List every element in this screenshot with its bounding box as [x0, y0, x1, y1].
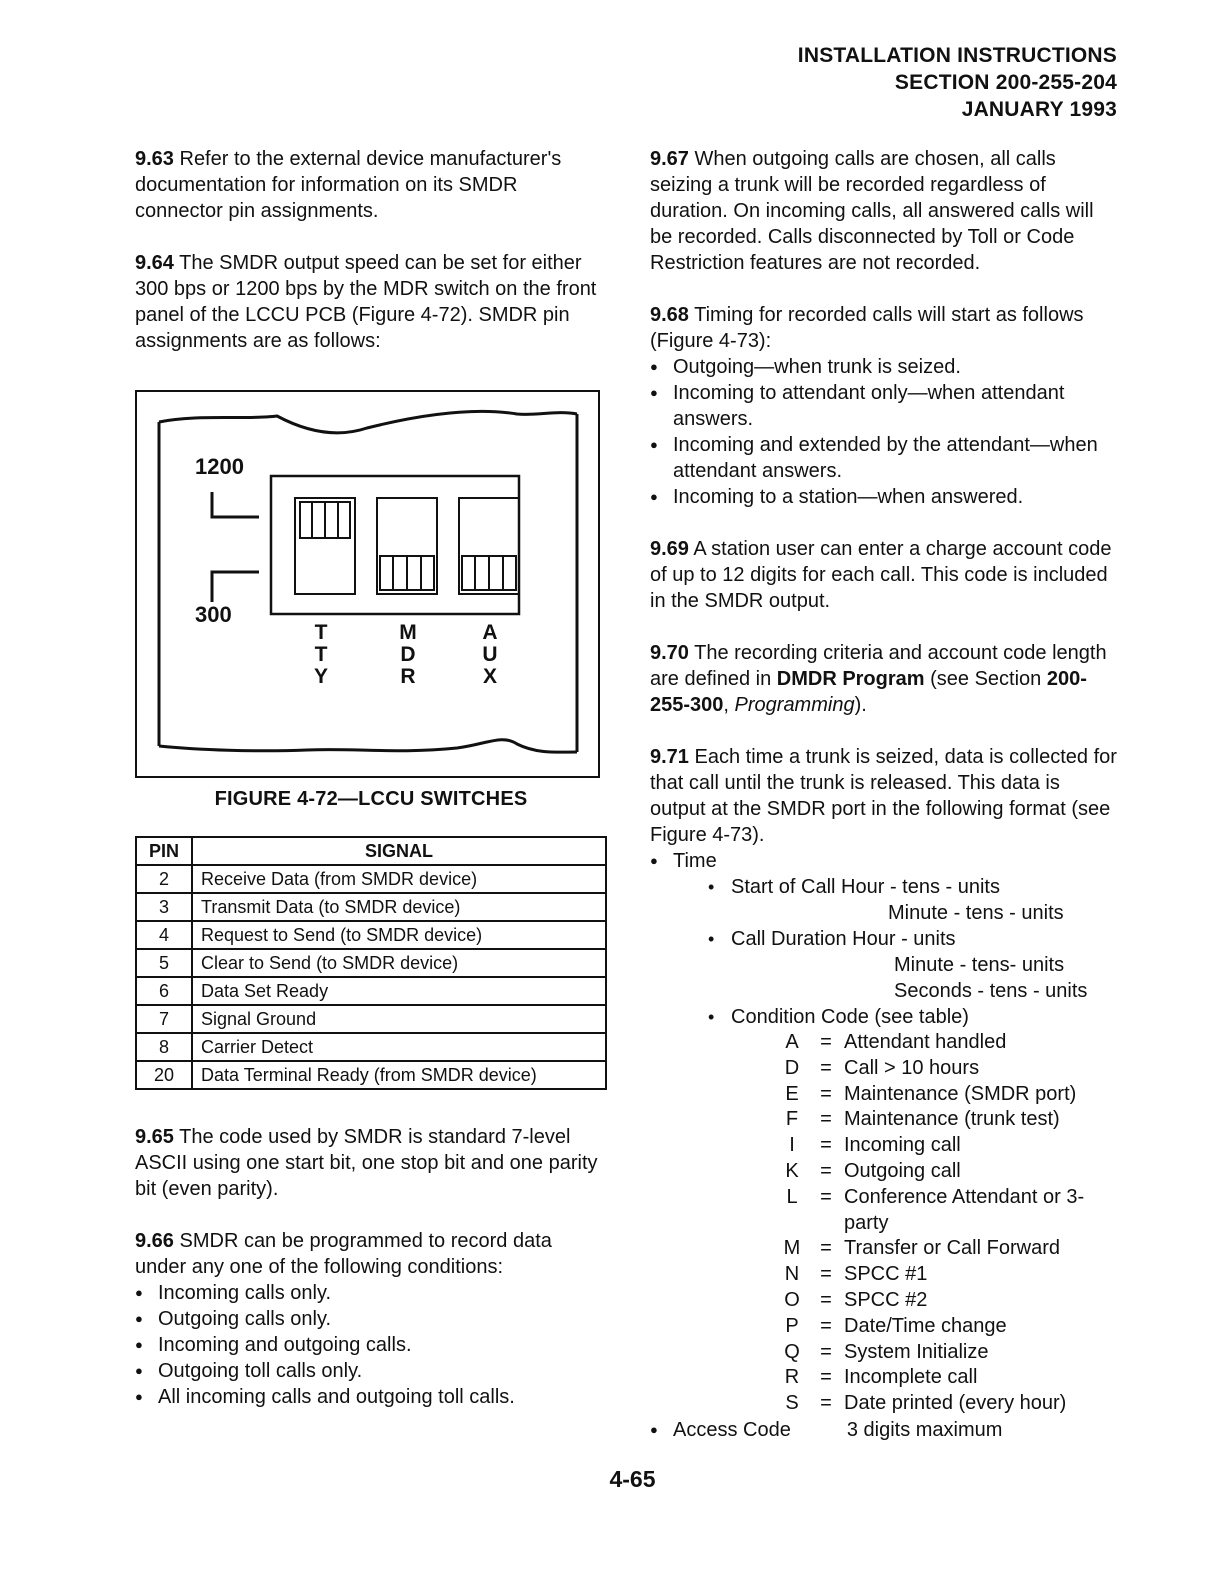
table-row [136, 1061, 606, 1089]
pin-cell: 7 [136, 1005, 192, 1033]
signal-cell: Transmit Data (to SMDR device) [192, 893, 606, 921]
pin-cell: 3 [136, 893, 192, 921]
table-row [136, 1033, 606, 1061]
figure-caption: FIGURE 4-72—LCCU SWITCHES [214, 788, 528, 810]
speed-label-300: 300 [195, 602, 232, 627]
table-header-row [136, 837, 606, 865]
record-conditions-list [135, 1280, 607, 1410]
signal-cell: Data Terminal Ready (from SMDR device) [192, 1061, 606, 1089]
table-row: N = SPCC #1 [784, 1263, 928, 1286]
paragraph-9-71: 9.71 Each time a trunk is seized, data is collected for that call until the trunk is released. This data is output at the SMDR port in the following format (see Figure 4-73). [650, 746, 1117, 846]
lccu-switches-drawing [137, 392, 598, 776]
right-column [650, 146, 1120, 1443]
table-row: M = Transfer or Call Forward [783, 1237, 1060, 1260]
table-row [136, 977, 606, 1005]
format-list [650, 848, 1120, 1443]
list-item-time: ● Time • Start of Call Hour - tens - units Minute - tens - units • Call Duration Hour - units Minute - tens- units Seconds - tens - units • Condition Code (see table) A = Attendant handled D = Call > 10 hours E = Maintenance (SMDR port) F = Maintenance (trunk test) I = Incoming call K = Outgoing call L = Conference Attendant or 3-party M = Transfer or Call Forward N = SPCC #1 O = SPCC #2 P = Date/Time change Q = System Initialize R = Incomplete call S = Date printed (every hour) [650, 848, 1120, 1417]
paragraph-9-67: 9.67 When outgoing calls are chosen, all calls seizing a trunk will be recorded regardless of duration. On incoming calls, all answered calls will be recorded. Calls disconnected by Toll or Code Restriction features are not recorded. [650, 148, 1094, 274]
table-row: A = Attendant handled [785, 1031, 1007, 1053]
signal-column-header: SIGNAL [192, 837, 606, 865]
table-row [136, 893, 606, 921]
header-date: JANUARY 1993 [961, 98, 1117, 121]
table-row: D = Call > 10 hours [784, 1056, 980, 1079]
pin-assignment-table [135, 836, 607, 1090]
paragraph-9-65: 9.65 The code used by SMDR is standard 7-level ASCII using one start bit, one stop bit and one parity bit (even parity). [135, 1126, 598, 1200]
list-item: ● Incoming to a station—when answered. [650, 484, 1120, 510]
table-row [136, 865, 606, 893]
switch-label-tty: T T Y [313, 621, 328, 688]
paragraph-9-66: 9.66 SMDR can be programmed to record data under any one of the following conditions: [135, 1230, 552, 1278]
table-row [136, 1005, 606, 1033]
paragraph-9-68: 9.68 Timing for recorded calls will start as follows (Figure 4-73): [650, 304, 1084, 352]
paragraph-9-64: 9.64 The SMDR output speed can be set for either 300 bps or 1200 bps by the MDR switch on the front panel of the LCCU PCB (Figure 4-72). SMDR pin assignments are as follows: [135, 252, 597, 352]
table-row [136, 921, 606, 949]
list-item: ● Incoming and extended by the attendant—when attendant answers. [650, 432, 1120, 484]
signal-cell: Data Set Ready [192, 977, 606, 1005]
table-row: F = Maintenance (trunk test) [785, 1108, 1060, 1131]
table-row: E = Maintenance (SMDR port) [785, 1082, 1077, 1105]
timing-list [650, 354, 1120, 510]
pin-cell: 20 [136, 1061, 192, 1089]
header-title: INSTALLATION INSTRUCTIONS [797, 44, 1117, 67]
list-item: • Condition Code (see table) A = Attendant handled D = Call > 10 hours E = Maintenance (SMDR port) F = Maintenance (trunk test) I = Incoming call K = Outgoing call L = Conference Attendant or 3-party M = Transfer or Call Forward N = SPCC #1 O = SPCC #2 P = Date/Time change Q = System Initialize R = Incomplete call S = Date printed (every hour) [708, 1004, 1120, 1417]
time-sublist [673, 874, 1120, 1417]
pin-cell: 5 [136, 949, 192, 977]
signal-cell: Receive Data (from SMDR device) [192, 865, 606, 893]
list-item: ● Incoming calls only. [135, 1280, 607, 1306]
switch-label-aux: A U X [482, 621, 498, 688]
table-row: O = SPCC #2 [784, 1288, 928, 1311]
list-item: ● Incoming to attendant only—when attendant answers. [650, 380, 1120, 432]
pin-column-header: PIN [136, 837, 192, 865]
pin-cell: 6 [136, 977, 192, 1005]
switch-label-mdr: M D R [399, 621, 417, 688]
pin-cell: 8 [136, 1033, 192, 1061]
signal-cell: Signal Ground [192, 1005, 606, 1033]
list-item: • Call Duration Hour - units Minute - tens- units Seconds - tens - units [708, 926, 1120, 1004]
pin-cell: 4 [136, 921, 192, 949]
table-row: R = Incomplete call [784, 1366, 978, 1389]
table-row: I = Incoming call [789, 1134, 961, 1157]
list-item: ● Incoming and outgoing calls. [135, 1332, 607, 1358]
list-item: • Start of Call Hour - tens - units Minute - tens - units [708, 874, 1120, 926]
header-section: SECTION 200-255-204 [894, 71, 1117, 94]
document-header [798, 42, 1117, 123]
page-number: 4-65 [609, 1466, 656, 1492]
list-item-access-code: ● Access Code 3 digits maximum [650, 1417, 1120, 1443]
signal-cell: Clear to Send (to SMDR device) [192, 949, 606, 977]
table-row: S = Date printed (every hour) [785, 1392, 1067, 1415]
list-item: ● All incoming calls and outgoing toll calls. [135, 1384, 607, 1410]
pin-cell: 2 [136, 865, 192, 893]
list-item: ● Outgoing—when trunk is seized. [650, 354, 1120, 380]
paragraph-9-70: 9.70 The recording criteria and account code length are defined in DMDR Program (see Section 200-255-300, Programming). [650, 642, 1107, 716]
lccu-switches-figure [135, 390, 600, 778]
paragraph-9-69: 9.69 A station user can enter a charge account code of up to 12 digits for each call. This code is included in the SMDR output. [650, 538, 1112, 612]
table-row: P = Date/Time change [785, 1314, 1007, 1337]
table-row: K = Outgoing call [785, 1159, 961, 1182]
list-item: ● Outgoing toll calls only. [135, 1358, 607, 1384]
paragraph-9-63: 9.63 Refer to the external device manufacturer's documentation for information on its SMDR connector pin assignments. [135, 148, 562, 222]
table-row [136, 949, 606, 977]
speed-label-1200: 1200 [195, 454, 244, 479]
table-row: L = Conference Attendant or 3-party [786, 1185, 1085, 1234]
signal-cell: Carrier Detect [192, 1033, 606, 1061]
signal-cell: Request to Send (to SMDR device) [192, 921, 606, 949]
left-column [135, 146, 607, 1436]
condition-code-table [776, 1030, 1120, 1417]
table-row: Q = System Initialize [784, 1340, 989, 1363]
list-item: ● Outgoing calls only. [135, 1306, 607, 1332]
